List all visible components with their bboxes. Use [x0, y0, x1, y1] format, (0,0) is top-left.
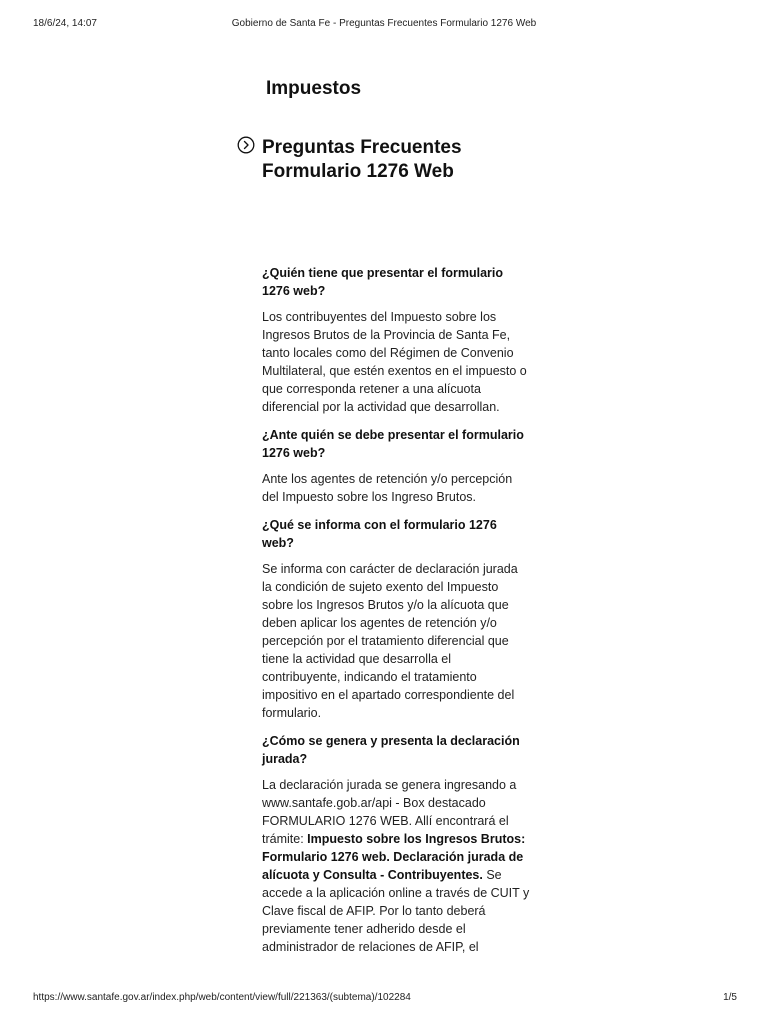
print-title: Gobierno de Santa Fe - Preguntas Frecuentes Formulario 1276 Web [231, 18, 537, 29]
faq-answer [262, 776, 530, 956]
page-title-line1: Preguntas Frecuentes [262, 137, 462, 158]
print-header [0, 14, 768, 34]
faq-question: ¿Quién tiene que presentar el formulario 1276 web? [262, 266, 504, 298]
faq-answer: Los contribuyentes del Impuesto sobre los Ingresos Brutos de la Provincia de Santa Fe, tanto locales como del Régimen de Convenio Multilateral, que estén exentos en el impuesto o que corresponda retener a una alícuota diferencial por la actividad que desarrollan. [262, 310, 527, 414]
page-number: 1/5 [723, 992, 737, 1003]
print-url: https://www.santafe.gov.ar/index.php/web/content/view/full/221363/(subtema)/102284 [33, 992, 411, 1003]
faq-answer: Ante los agentes de retención y/o percepción del Impuesto sobre los Ingreso Brutos. [262, 472, 513, 504]
faq-question: ¿Ante quién se debe presentar el formulario 1276 web? [262, 428, 524, 460]
print-footer [0, 992, 768, 1006]
faq-list [262, 264, 530, 966]
faq-item [262, 732, 530, 956]
faq-item [262, 516, 530, 722]
print-date: 18/6/24, 14:07 [33, 18, 97, 29]
faq-item [262, 264, 530, 416]
faq-answer-text: La declaración jurada se genera ingresando a www.santafe.gob.ar/api - Box destacado FORMULARIO 1276 WEB. Allí encontrará el trámite: [262, 778, 517, 846]
faq-item [262, 426, 530, 506]
faq-answer-bold: Impuesto sobre los Ingresos Brutos: Formulario 1276 web. Declaración jurada de alícuota y Consulta - Contribuyentes. [262, 832, 526, 882]
chevron-circle-right-icon[interactable] [237, 136, 255, 154]
faq-question: ¿Cómo se genera y presenta la declaración jurada? [262, 734, 520, 766]
page-title-line2: Formulario 1276 Web [262, 161, 454, 182]
section-title: Impuestos [266, 78, 362, 99]
faq-answer: Se informa con carácter de declaración jurada la condición de sujeto exento del Impuesto sobre los Ingresos Brutos y/o la alícuota que deben aplicar los agentes de retención y/o percepción por el tratamiento diferencial que tiene la actividad que desarrolla el contribuyente, indicando el tratamiento impositivo en el apartado correspondiente del formulario. [262, 562, 518, 720]
faq-question: ¿Qué se informa con el formulario 1276 web? [262, 518, 497, 550]
faq-answer-text: Se accede a la aplicación online a través de CUIT y Clave fiscal de AFIP. Por lo tanto deberá previamente tener adherido desde el administrador de relaciones de AFIP, el [262, 868, 530, 954]
page-title [262, 136, 562, 184]
